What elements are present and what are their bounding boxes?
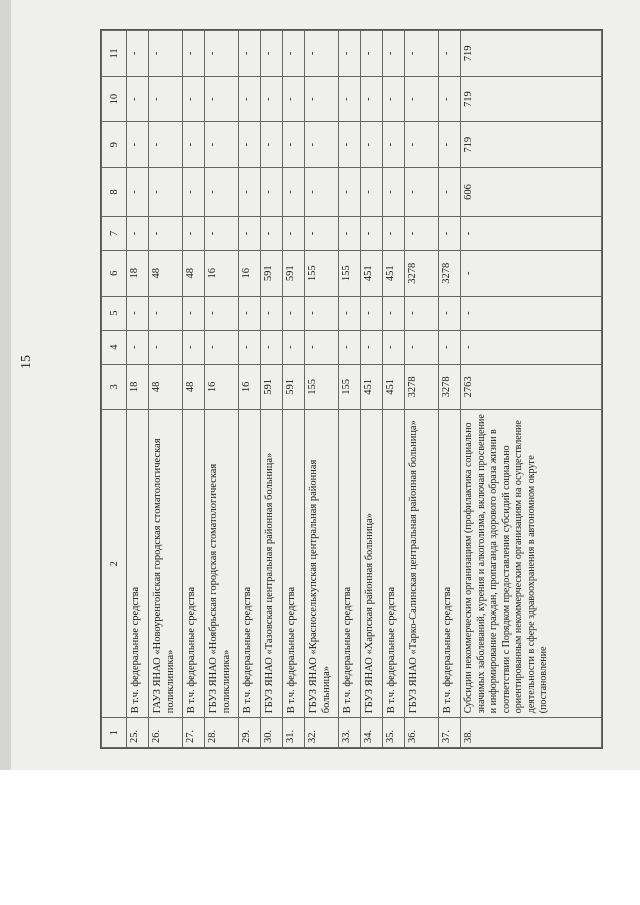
cell-col11: - — [261, 31, 283, 77]
header-cell: 4 — [102, 330, 127, 364]
row-number: 27. — [183, 718, 205, 748]
header-row — [102, 31, 127, 748]
cell-col9: 719 — [461, 122, 602, 168]
cell-col11: - — [439, 31, 461, 77]
cell-col11: - — [183, 31, 205, 77]
cell-col7: - — [305, 216, 339, 250]
cell-col11: - — [239, 31, 261, 77]
row-number: 34. — [361, 718, 383, 748]
cell-col4: - — [305, 330, 339, 364]
cell-col5: - — [439, 296, 461, 330]
cell-col5: - — [239, 296, 261, 330]
header-cell: 9 — [102, 122, 127, 168]
cell-col9: - — [183, 122, 205, 168]
cell-col8: - — [383, 168, 405, 217]
cell-col4: - — [439, 330, 461, 364]
cell-col3: 155 — [305, 364, 339, 410]
cell-col11: 719 — [461, 31, 602, 77]
table-row — [149, 31, 183, 748]
cell-col6: 591 — [283, 250, 305, 296]
row-number: 29. — [239, 718, 261, 748]
row-name: В т.ч. федеральные средства — [439, 410, 461, 718]
cell-col9: - — [405, 122, 439, 168]
cell-col6: 16 — [205, 250, 239, 296]
cell-col4: - — [339, 330, 361, 364]
row-name: В т.ч. федеральные средства — [383, 410, 405, 718]
cell-col3: 155 — [339, 364, 361, 410]
header-cell: 11 — [102, 31, 127, 77]
cell-col7: - — [361, 216, 383, 250]
cell-col7: - — [405, 216, 439, 250]
cell-col6: 155 — [339, 250, 361, 296]
cell-col8: - — [205, 168, 239, 217]
cell-col10: - — [339, 76, 361, 122]
cell-col6: - — [461, 250, 602, 296]
row-number: 37. — [439, 718, 461, 748]
cell-col9: - — [439, 122, 461, 168]
cell-col7: - — [239, 216, 261, 250]
cell-col6: 18 — [127, 250, 149, 296]
cell-col7: - — [205, 216, 239, 250]
header-cell: 2 — [102, 410, 127, 718]
cell-col10: - — [361, 76, 383, 122]
cell-col7: - — [183, 216, 205, 250]
cell-col7: - — [283, 216, 305, 250]
cell-col4: - — [461, 330, 602, 364]
cell-col11: - — [305, 31, 339, 77]
budget-table-frame — [100, 29, 603, 749]
cell-col3: 451 — [383, 364, 405, 410]
cell-col3: 591 — [261, 364, 283, 410]
header-cell: 6 — [102, 250, 127, 296]
cell-col11: - — [405, 31, 439, 77]
table-row — [305, 31, 339, 748]
row-name: ГБУЗ ЯНАО «Красноселькупская центральная районная больница» — [305, 410, 339, 718]
header-cell: 7 — [102, 216, 127, 250]
cell-col4: - — [205, 330, 239, 364]
cell-col10: - — [305, 76, 339, 122]
cell-col5: - — [383, 296, 405, 330]
cell-col10: - — [127, 76, 149, 122]
cell-col4: - — [239, 330, 261, 364]
cell-col5: - — [339, 296, 361, 330]
row-name: В т.ч. федеральные средства — [239, 410, 261, 718]
cell-col6: 451 — [361, 250, 383, 296]
cell-col7: - — [149, 216, 183, 250]
cell-col3: 16 — [239, 364, 261, 410]
cell-col8: - — [283, 168, 305, 217]
row-name: В т.ч. федеральные средства — [127, 410, 149, 718]
cell-col8: - — [361, 168, 383, 217]
cell-col6: 48 — [149, 250, 183, 296]
row-name: Субсидии некоммерческим организациям (профилактика социально значимых заболеваний, курения и алкоголизма, включая просвещение и информирование граждан, пропаганда здорового образа жизни в соответствии с Порядком предоставления субсидий социально ориентированным некоммерческим организациям на осуществление деятельности в сфере здравоохранения в автономном округе (постановление — [461, 410, 602, 718]
cell-col4: - — [405, 330, 439, 364]
cell-col8: - — [127, 168, 149, 217]
row-name: ГБУЗ ЯНАО «Тарко-Салинская центральная районная больница» — [405, 410, 439, 718]
table-row — [383, 31, 405, 748]
cell-col4: - — [183, 330, 205, 364]
budget-table — [101, 30, 602, 748]
cell-col10: 719 — [461, 76, 602, 122]
cell-col10: - — [149, 76, 183, 122]
cell-col10: - — [205, 76, 239, 122]
cell-col5: - — [405, 296, 439, 330]
cell-col6: 48 — [183, 250, 205, 296]
table-row — [127, 31, 149, 748]
cell-col9: - — [383, 122, 405, 168]
table-row — [183, 31, 205, 748]
cell-col11: - — [383, 31, 405, 77]
cell-col3: 16 — [205, 364, 239, 410]
cell-col9: - — [305, 122, 339, 168]
cell-col10: - — [261, 76, 283, 122]
cell-col10: - — [239, 76, 261, 122]
cell-col8: - — [439, 168, 461, 217]
row-number: 33. — [339, 718, 361, 748]
row-name: В т.ч. федеральные средства — [283, 410, 305, 718]
cell-col5: - — [127, 296, 149, 330]
row-number: 30. — [261, 718, 283, 748]
cell-col10: - — [183, 76, 205, 122]
cell-col3: 48 — [183, 364, 205, 410]
table-row — [361, 31, 383, 748]
cell-col6: 3278 — [439, 250, 461, 296]
cell-col9: - — [127, 122, 149, 168]
cell-col9: - — [339, 122, 361, 168]
cell-col3: 591 — [283, 364, 305, 410]
header-cell: 8 — [102, 168, 127, 217]
cell-col4: - — [383, 330, 405, 364]
cell-col11: - — [283, 31, 305, 77]
row-number: 32. — [305, 718, 339, 748]
row-number: 38. — [461, 718, 602, 748]
table-row — [439, 31, 461, 748]
rotated-table-container — [101, 30, 602, 748]
row-number: 28. — [205, 718, 239, 748]
cell-col9: - — [361, 122, 383, 168]
cell-col8: - — [339, 168, 361, 217]
cell-col8: - — [149, 168, 183, 217]
cell-col7: - — [461, 216, 602, 250]
cell-col11: - — [127, 31, 149, 77]
cell-col4: - — [127, 330, 149, 364]
cell-col9: - — [149, 122, 183, 168]
row-number: 35. — [383, 718, 405, 748]
cell-col5: - — [283, 296, 305, 330]
row-number: 25. — [127, 718, 149, 748]
cell-col7: - — [261, 216, 283, 250]
row-number: 36. — [405, 718, 439, 748]
cell-col9: - — [205, 122, 239, 168]
cell-col3: 2763 — [461, 364, 602, 410]
table-row — [205, 31, 239, 748]
table-row — [239, 31, 261, 748]
cell-col11: - — [149, 31, 183, 77]
table-row — [339, 31, 361, 748]
row-name: В т.ч. федеральные средства — [339, 410, 361, 718]
cell-col9: - — [239, 122, 261, 168]
cell-col7: - — [127, 216, 149, 250]
cell-col6: 451 — [383, 250, 405, 296]
header-cell: 10 — [102, 76, 127, 122]
cell-col11: - — [339, 31, 361, 77]
header-cell: 5 — [102, 296, 127, 330]
table-row — [261, 31, 283, 748]
cell-col5: - — [205, 296, 239, 330]
cell-col6: 155 — [305, 250, 339, 296]
row-name: ГАУЗ ЯНАО «Новоуренгойская городская стоматологическая поликлиника» — [149, 410, 183, 718]
row-name: ГБУЗ ЯНАО «Харпская районная больница» — [361, 410, 383, 718]
header-cell: 1 — [102, 718, 127, 748]
cell-col7: - — [383, 216, 405, 250]
cell-col5: - — [361, 296, 383, 330]
cell-col7: - — [439, 216, 461, 250]
cell-col6: 591 — [261, 250, 283, 296]
cell-col3: 3278 — [439, 364, 461, 410]
cell-col10: - — [439, 76, 461, 122]
cell-col10: - — [405, 76, 439, 122]
cell-col8: - — [305, 168, 339, 217]
cell-col8: - — [261, 168, 283, 217]
cell-col10: - — [283, 76, 305, 122]
cell-col7: - — [339, 216, 361, 250]
cell-col8: 606 — [461, 168, 602, 217]
row-name: ГБУЗ ЯНАО «Тазовская центральная районная больница» — [261, 410, 283, 718]
cell-col8: - — [405, 168, 439, 217]
table-row — [405, 31, 439, 748]
cell-col11: - — [361, 31, 383, 77]
table-row — [461, 31, 602, 748]
row-number: 31. — [283, 718, 305, 748]
row-number: 26. — [149, 718, 183, 748]
cell-col9: - — [283, 122, 305, 168]
row-name: ГБУЗ ЯНАО «Ноябрьская городская стоматологическая поликлиника» — [205, 410, 239, 718]
cell-col5: - — [183, 296, 205, 330]
row-name: В т.ч. федеральные средства — [183, 410, 205, 718]
page-number: 15 — [19, 355, 34, 369]
header-cell: 3 — [102, 364, 127, 410]
cell-col6: 3278 — [405, 250, 439, 296]
cell-col4: - — [261, 330, 283, 364]
cell-col8: - — [183, 168, 205, 217]
cell-col6: 16 — [239, 250, 261, 296]
cell-col5: - — [461, 296, 602, 330]
cell-col5: - — [149, 296, 183, 330]
cell-col8: - — [239, 168, 261, 217]
cell-col4: - — [361, 330, 383, 364]
cell-col5: - — [305, 296, 339, 330]
cell-col11: - — [205, 31, 239, 77]
cell-col4: - — [149, 330, 183, 364]
cell-col4: - — [283, 330, 305, 364]
cell-col3: 3278 — [405, 364, 439, 410]
cell-col10: - — [383, 76, 405, 122]
cell-col3: 451 — [361, 364, 383, 410]
cell-col9: - — [261, 122, 283, 168]
cell-col5: - — [261, 296, 283, 330]
cell-col3: 18 — [127, 364, 149, 410]
page-edge — [0, 0, 11, 770]
table-row — [283, 31, 305, 748]
cell-col3: 48 — [149, 364, 183, 410]
